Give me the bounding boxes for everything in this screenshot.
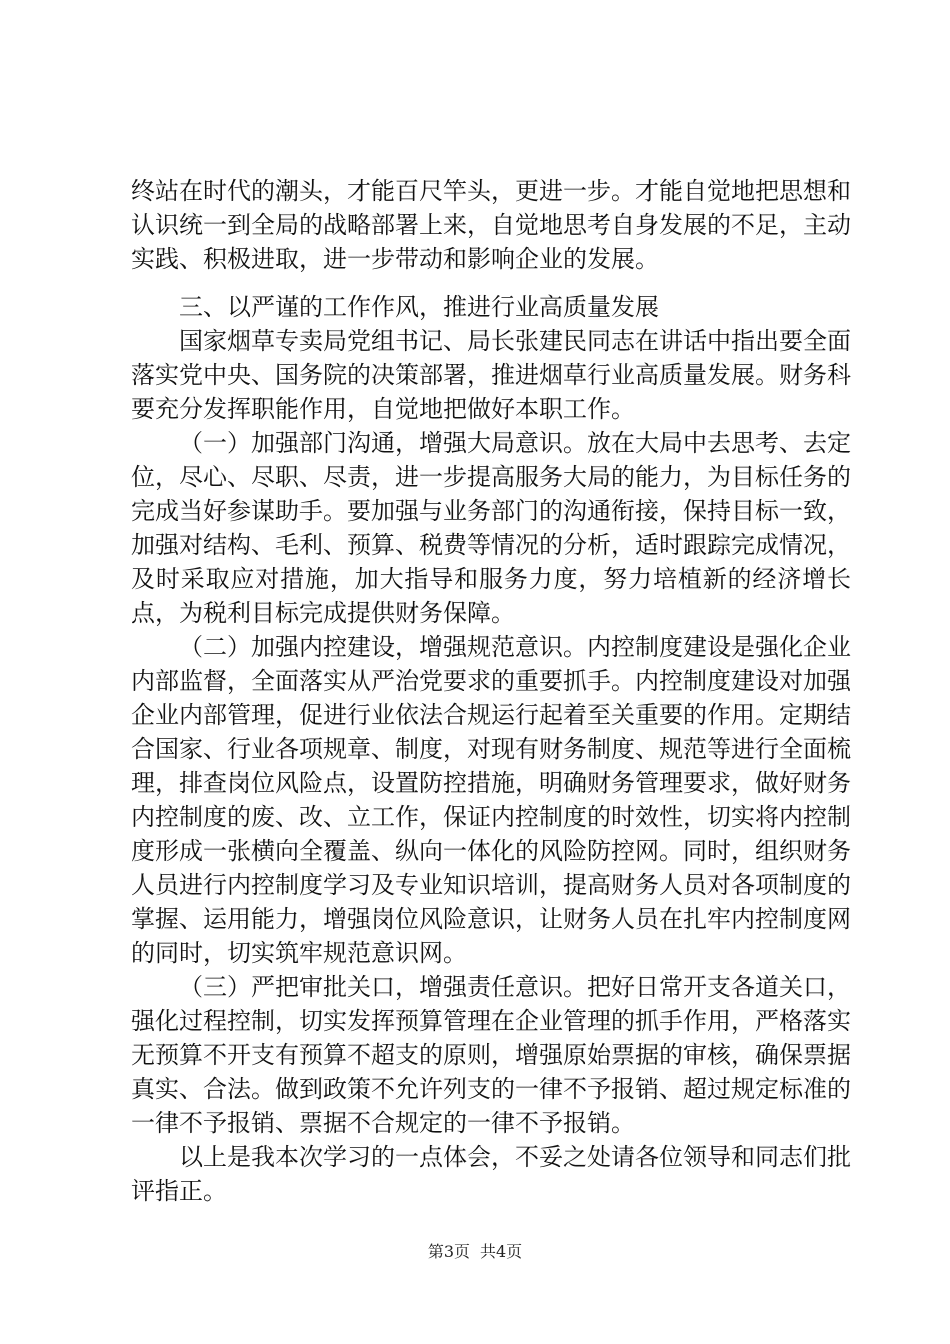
paragraph-continuation: 终站在时代的潮头，才能百尺竿头，更进一步。才能自觉地把思想和认识统一到全局的战略部署上来，自觉地思考自身发展的不足，主动实践、积极进取，进一步带动和影响企业的发展。	[131, 177, 851, 273]
paragraph-closing: 以上是我本次学习的一点体会，不妥之处请各位领导和同志们批评指正。	[131, 1143, 851, 1205]
paragraph-item-3: （三）严把审批关口，增强责任意识。把好日常开支各道关口，强化过程控制，切实发挥预算管理在企业管理的抓手作用，严格落实无预算不开支有预算不超支的原则，增强原始票据的审核，确保票据真实、合法。做到政策不允许列支的一律不予报销、超过规定标准的一律不予报销、票据不合规定的一律不予报销。	[131, 973, 851, 1137]
paragraph-intro: 国家烟草专卖局党组书记、局长张建民同志在讲话中指出要全面落实党中央、国务院的决策部署，推进烟草行业高质量发展。财务科要充分发挥职能作用，自觉地把做好本职工作。	[131, 327, 851, 423]
page-number: 第3页	[427, 1242, 470, 1261]
paragraph-item-2: （二）加强内控建设，增强规范意识。内控制度建设是强化企业内部监督，全面落实从严治党要求的重要抓手。内控制度建设对加强企业内部管理，促进行业依法合规运行起着至关重要的作用。定期结合国家、行业各项规章、制度，对现有财务制度、规范等进行全面梳理，排查岗位风险点，设置防控措施，明确财务管理要求，做好财务内控制度的废、改、立工作，保证内控制度的时效性，切实将内控制度形成一张横向全覆盖、纵向一体化的风险防控网。同时，组织财务人员进行内控制度学习及专业知识培训，提高财务人员对各项制度的掌握、运用能力，增强岗位风险意识，让财务人员在扎牢内控制度网的同时，切实筑牢规范意识网。	[131, 633, 851, 967]
document-body	[131, 174, 851, 1208]
paragraph-item-1: （一）加强部门沟通，增强大局意识。放在大局中去思考、去定位，尽心、尽职、尽责，进一步提高服务大局的能力，为目标任务的完成当好参谋助手。要加强与业务部门的沟通衔接，保持目标一致，加强对结构、毛利、预算、税费等情况的分析，适时跟踪完成情况，及时采取应对措施，加大指导和服务力度，努力培植新的经济增长点，为税利目标完成提供财务保障。	[131, 429, 851, 627]
page-footer	[0, 1242, 950, 1262]
page-total: 共4页	[480, 1242, 523, 1261]
section-heading: 三、以严谨的工作作风，推进行业高质量发展	[179, 293, 659, 321]
